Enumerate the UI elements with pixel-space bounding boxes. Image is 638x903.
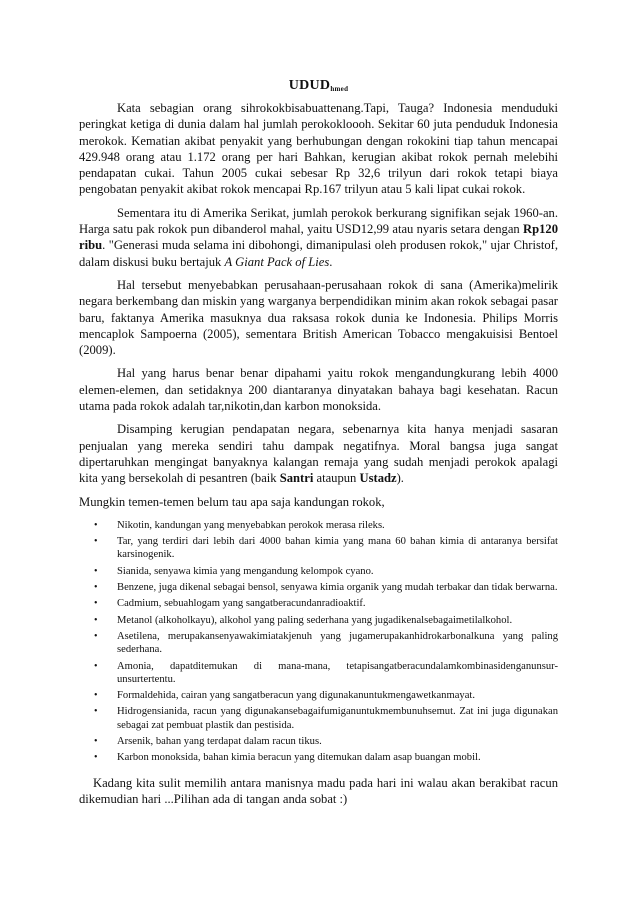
list-item-text: Formaldehida, cairan yang sangatberacun yang digunakanuntukmengawetkanmayat. bbox=[117, 690, 475, 702]
list-item bbox=[94, 565, 558, 578]
list-item bbox=[94, 581, 558, 594]
bullet-icon: • bbox=[94, 690, 98, 702]
list-item bbox=[94, 735, 558, 748]
list-item bbox=[94, 614, 558, 627]
ingredient-list bbox=[79, 519, 558, 765]
list-item-text: Arsenik, bahan yang terdapat dalam racun tikus. bbox=[117, 735, 322, 747]
paragraph-1: Kata sebagian orang sihrokokbisabuattenang.Tapi, Tauga? Indonesia menduduki peringkat ketiga di dunia dalam hal jumlah perokokloooh. Sekitar 60 juta penduduk Indonesia merokok. Kematian akibat penyakit yang berhubungan dengan rokokini tiap tahun mencapai 429.948 orang atau 1.172 orang per hari Bahkan, kerugian akibat rokok pernah melebihi pendapatan cukai. Tahun 2005 cukai sebesar Rp 32,6 trilyun dari rokok tetapi biaya pengobatan penyakit akibat rokok mencapai Rp.167 trilyun atau 5 kali lipat cukai rokok. bbox=[79, 101, 558, 197]
paragraph-4: Hal yang harus benar benar dipahami yaitu rokok mengandungkurang lebih 4000 elemen-elemen, dan setidaknya 200 diantaranya dinyatakan bahaya bagi kesehatan. Racun utama pada rokok adalah tar,nikotin,dan karbon monoksida. bbox=[79, 366, 558, 414]
bullet-icon: • bbox=[94, 614, 98, 626]
list-item bbox=[94, 519, 558, 532]
paragraph-5-text-e: ). bbox=[396, 471, 404, 486]
list-item bbox=[94, 630, 558, 657]
title-main: UDUD bbox=[288, 78, 331, 93]
bullet-icon: • bbox=[94, 706, 98, 718]
list-item bbox=[94, 689, 558, 702]
paragraph-2-book-title: A Giant Pack of Lies bbox=[224, 254, 330, 269]
bullet-icon: • bbox=[94, 752, 98, 764]
bullet-icon: • bbox=[94, 660, 98, 672]
list-item-text: Karbon monoksida, bahan kimia beracun yang ditemukan dalam asap buangan mobil. bbox=[117, 752, 481, 764]
paragraph-2-text-a: Sementara itu di Amerika Serikat, jumlah perokok berkurang signifikan sejak 1960-an. Harga satu pak rokok pun dibanderol mahal, yaitu USD12,99 atau nyaris setara dengan bbox=[79, 205, 558, 237]
bullet-icon: • bbox=[94, 735, 98, 747]
bullet-icon: • bbox=[94, 565, 98, 577]
paragraph-2-text-c: . "Generasi muda selama ini dibohongi, dimanipulasi oleh produsen rokok," ujar Christof, dalam diskusi buku bertajuk bbox=[79, 238, 558, 269]
list-item bbox=[94, 597, 558, 610]
paragraph-5-bold-ustadz: Ustadz bbox=[359, 471, 397, 486]
bullet-icon: • bbox=[94, 582, 98, 594]
list-item-text: Metanol (alkoholkayu), alkohol yang paling sederhana yang jugadikenalsebagaimetilalkohol. bbox=[117, 614, 513, 626]
list-item-text: Sianida, senyawa kimia yang mengandung kelompok cyano. bbox=[117, 565, 374, 577]
list-item-text: Asetilena, merupakansenyawakimiatakjenuh yang jugamerupakanhidrokarbonalkuna yang paling sederhana. bbox=[117, 630, 558, 656]
document-title bbox=[79, 78, 558, 94]
bullet-icon: • bbox=[94, 536, 98, 548]
list-item-text: Benzene, juga dikenal sebagai bensol, senyawa kimia organik yang mudah terbakar dan tidak berwarna. bbox=[117, 582, 558, 594]
paragraph-5-text-a: Disamping kerugian pendapatan negara, sebenarnya kita hanya menjadi sasaran penjualan yang mereka sendiri tahu dampak negatifnya. Moral bangsa juga sangat dipertaruhkan mengingat banyaknya kalangan remaja yang sudah menjadi perokok apalagi kita yang bersekolah di pesantren (baik bbox=[79, 422, 558, 486]
paragraph-5 bbox=[79, 421, 558, 486]
paragraph-2 bbox=[79, 205, 558, 270]
list-item-text: Tar, yang terdiri dari lebih dari 4000 bahan kimia yang mana 60 bahan kimia di antaranya bersifat karsinogenik. bbox=[117, 536, 558, 561]
paragraph-2-bold-price: Rp120 ribu bbox=[79, 222, 558, 253]
bullet-icon: • bbox=[94, 598, 98, 610]
list-item-text: Amonia, dapatditemukan di mana-mana, tetapisangatberacundalamkombinasidenganunsur-unsurtertentu. bbox=[117, 660, 558, 685]
paragraph-3: Hal tersebut menyebabkan perusahaan-perusahaan rokok di sana (Amerika)melirik negara berkembang dan miskin yang warganya berpendidikan minim akan rokok sebagai pasar baru, faktanya Amerika masuknya dua raksasa rokok dunia ke Indonesia. Philips Morris mencaplok Sampoerna (2005), sementara British American Tobacco mengakuisisi Bentoel (2009). bbox=[79, 277, 558, 358]
bullet-icon: • bbox=[94, 630, 98, 642]
closing-paragraph: Kadang kita sulit memilih antara manisnya madu pada hari ini walau akan berakibat racun dikemudian hari ...Pilihan ada di tangan anda sobat :) bbox=[79, 775, 558, 806]
paragraph-5-bold-santri: Santri bbox=[279, 471, 314, 486]
list-item bbox=[94, 751, 558, 764]
title-subscript: hmed bbox=[330, 85, 349, 93]
paragraph-2-text-e: . bbox=[329, 254, 333, 269]
paragraph-5-text-c: ataupun bbox=[313, 471, 360, 486]
list-item bbox=[94, 535, 558, 562]
list-lead-text: Mungkin temen-temen belum tau apa saja kandungan rokok, bbox=[79, 494, 385, 509]
list-item bbox=[94, 660, 558, 687]
bullet-icon: • bbox=[94, 519, 98, 531]
list-item-text: Hidrogensianida, racun yang digunakansebagaifumiganuntukmembunuhsemut. Zat ini juga digunakan sebagai zat pembuat plastik dan pestisida. bbox=[117, 706, 558, 731]
list-item-text: Nikotin, kandungan yang menyebabkan perokok merasa rileks. bbox=[117, 519, 385, 531]
list-item bbox=[94, 705, 558, 732]
list-item-text: Cadmium, sebuahlogam yang sangatberacundanradioaktif. bbox=[117, 598, 366, 610]
